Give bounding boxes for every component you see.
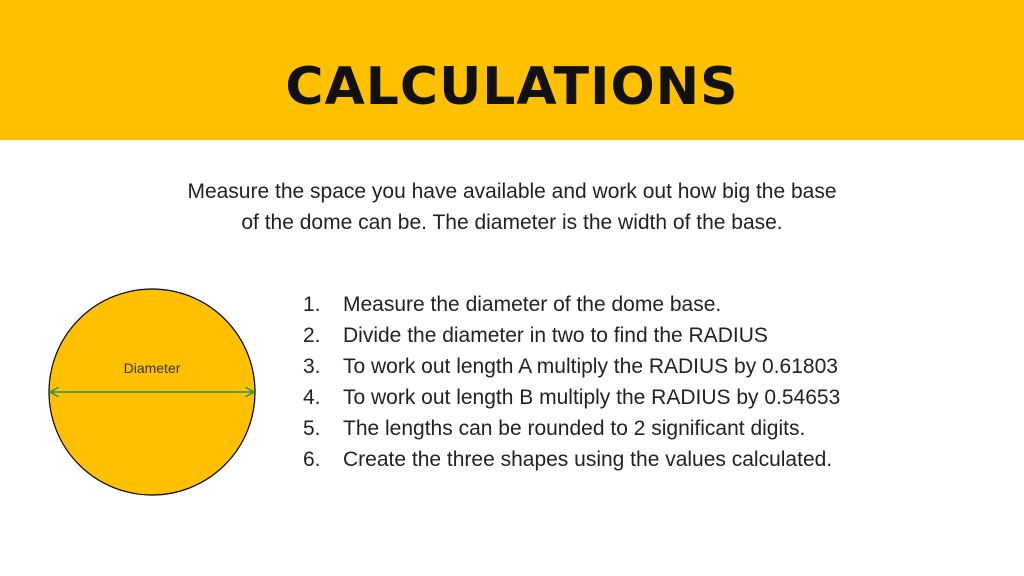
list-item xyxy=(303,289,943,320)
list-item xyxy=(303,444,943,475)
diameter-diagram xyxy=(44,286,260,498)
step-number: 1. xyxy=(303,293,321,316)
step-number: 4. xyxy=(303,386,321,409)
step-number: 3. xyxy=(303,355,321,378)
step-text: Measure the diameter of the dome base. xyxy=(343,293,722,316)
list-item xyxy=(303,351,943,382)
diameter-label: Diameter xyxy=(123,360,181,376)
step-text: The lengths can be rounded to 2 significant digits. xyxy=(343,417,806,440)
step-number: 2. xyxy=(303,324,321,347)
step-text: To work out length B multiply the RADIUS by 0.54653 xyxy=(343,386,841,409)
list-item xyxy=(303,413,943,444)
list-item xyxy=(303,320,943,351)
intro-text xyxy=(130,176,894,238)
intro-line-2: of the dome can be. The diameter is the width of the base. xyxy=(241,211,783,234)
list-item xyxy=(303,382,943,413)
step-number: 5. xyxy=(303,417,321,440)
steps-list xyxy=(303,289,943,475)
step-text: To work out length A multiply the RADIUS by 0.61803 xyxy=(343,355,838,378)
step-text: Divide the diameter in two to find the RADIUS xyxy=(343,324,768,347)
page-title: CALCULATIONS xyxy=(285,57,739,117)
step-text: Create the three shapes using the values calculated. xyxy=(343,448,833,471)
intro-line-1: Measure the space you have available and work out how big the base xyxy=(187,180,837,203)
step-number: 6. xyxy=(303,448,321,471)
